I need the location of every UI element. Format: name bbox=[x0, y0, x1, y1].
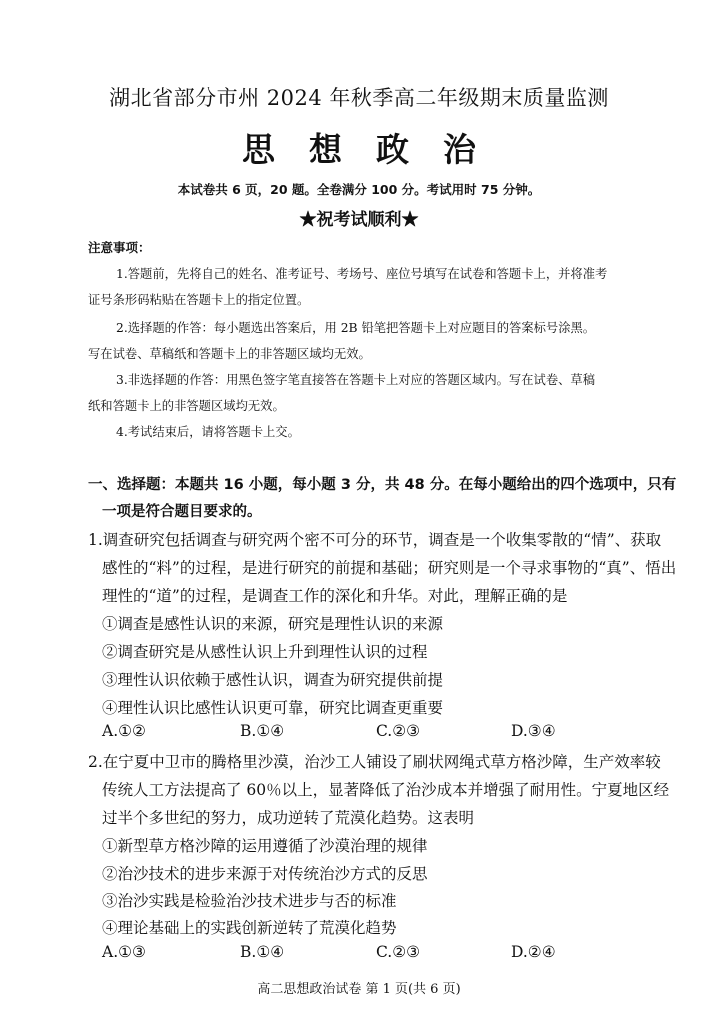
question-1-option: ④理性认识比感性认识更可靠，研究比调查更重要 bbox=[102, 699, 444, 717]
question-2-choice-a: A.①③ bbox=[102, 943, 146, 961]
question-1-option: ②调查研究是从感性认识上升到理性认识的过程 bbox=[102, 643, 428, 661]
exam-title: 湖北省部分市州 2024 年秋季高二年级期末质量监测 bbox=[109, 86, 609, 110]
exam-info: 本试卷共 6 页，20 题。全卷满分 100 分。考试用时 75 分钟。 bbox=[177, 182, 541, 197]
question-1-choice-a: A.①② bbox=[102, 722, 146, 740]
notice-line: 纸和答题卡上的非答题区域均无效。 bbox=[88, 399, 285, 413]
question-1-choice-c: C.②③ bbox=[376, 722, 421, 740]
subject-title: 思想政治 bbox=[242, 130, 510, 169]
good-luck-banner: ★祝考试顺利★ bbox=[299, 210, 419, 230]
question-1-option: ③理性认识依赖于感性认识，调查为研究提供前提 bbox=[102, 671, 444, 689]
question-1-stem: 理性的“道”的过程，是调查工作的深化和升华。对此，理解正确的是 bbox=[102, 587, 568, 605]
notice-line: 4.考试结束后，请将答题卡上交。 bbox=[116, 425, 300, 439]
question-2-choice-c: C.②③ bbox=[376, 943, 421, 961]
question-1-choice-d: D.③④ bbox=[511, 722, 556, 740]
notice-line: 1.答题前，先将自己的姓名、准考证号、考场号、座位号填写在试卷和答题卡上，并将准考 bbox=[116, 267, 608, 281]
question-2-stem: 2.在宁夏中卫市的腾格里沙漠，治沙工人铺设了刷状网绳式草方格沙障，生产效率较 bbox=[88, 753, 661, 771]
question-2-option: ①新型草方格沙障的运用遵循了沙漠治理的规律 bbox=[102, 837, 428, 855]
notice-line: 3.非选择题的作答：用黑色签字笔直接答在答题卡上对应的答题区域内。写在试卷、草稿 bbox=[116, 373, 596, 387]
question-2-choice-b: B.①④ bbox=[240, 943, 285, 961]
question-2-option: ③治沙实践是检验治沙技术进步与否的标准 bbox=[102, 892, 397, 910]
question-1-stem: 1.调查研究包括调查与研究两个密不可分的环节，调查是一个收集零散的“情”、获取 bbox=[88, 531, 662, 549]
question-1-choice-b: B.①④ bbox=[240, 722, 285, 740]
question-2-option: ④理论基础上的实践创新逆转了荒漠化趋势 bbox=[102, 919, 397, 937]
question-1-option: ①调查是感性认识的来源，研究是理性认识的来源 bbox=[102, 615, 444, 633]
question-2-stem: 过半个多世纪的努力，成功逆转了荒漠化趋势。这表明 bbox=[102, 809, 475, 827]
notice-line: 2.选择题的作答：每小题选出答案后，用 2B 铅笔把答题卡上对应题目的答案标号涂黑。 bbox=[116, 321, 596, 335]
question-1-stem: 感性的“料”的过程，是进行研究的前提和基础；研究则是一个寻求事物的“真”、悟出 bbox=[102, 559, 677, 577]
question-2-choice-d: D.②④ bbox=[511, 943, 556, 961]
notice-heading: 注意事项： bbox=[88, 240, 151, 255]
page-footer: 高二思想政治试卷 第 1 页(共 6 页) bbox=[257, 982, 461, 997]
notice-line: 写在试卷、草稿纸和答题卡上的非答题区域均无效。 bbox=[88, 347, 371, 361]
question-2-stem: 传统人工方法提高了 60％以上，显著降低了治沙成本并增强了耐用性。宁夏地区经 bbox=[102, 781, 670, 799]
section-heading-cont: 一项是符合题目要求的。 bbox=[102, 504, 262, 520]
section-heading: 一、选择题：本题共 16 小题，每小题 3 分，共 48 分。在每小题给出的四个选项中，只有 bbox=[88, 477, 677, 493]
notice-line: 证号条形码粘贴在答题卡上的指定位置。 bbox=[88, 293, 310, 307]
question-2-option: ②治沙技术的进步来源于对传统治沙方式的反思 bbox=[102, 865, 428, 883]
